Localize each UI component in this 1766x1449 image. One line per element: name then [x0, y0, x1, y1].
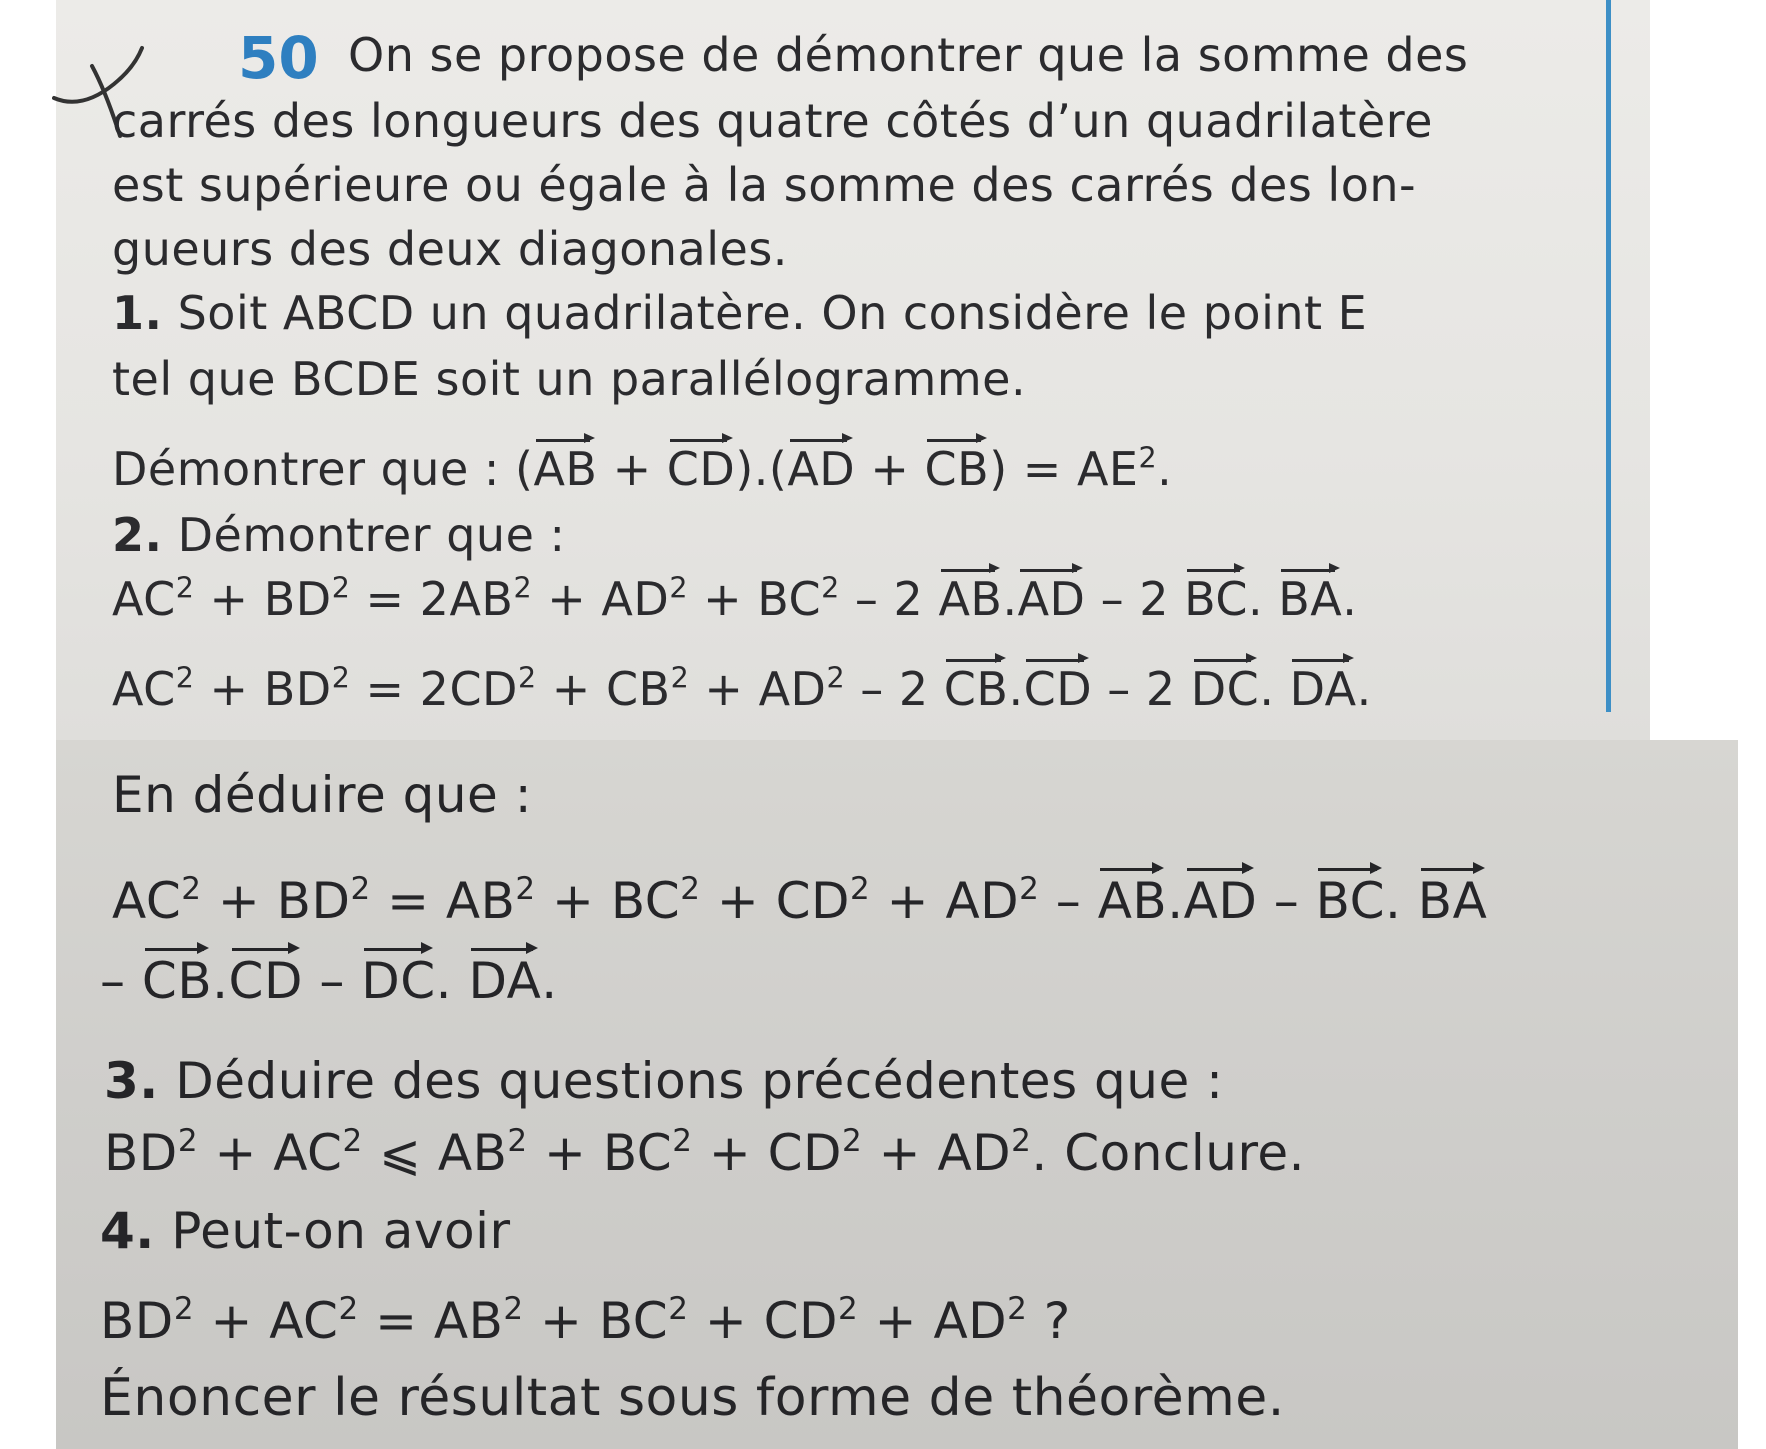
- vector: BC: [1184, 572, 1248, 626]
- exponent: 2: [668, 1290, 689, 1327]
- vector: DC: [1190, 662, 1260, 716]
- exponent: 2: [331, 661, 351, 695]
- term: 2CD: [419, 662, 518, 716]
- term: AC: [112, 662, 176, 716]
- exponent: 2: [680, 870, 701, 907]
- vector-cb: CB: [924, 442, 990, 496]
- q1-line-1: [112, 286, 1368, 340]
- q1-equation: Démontrer que : $(AB + CD).(AD + CB) = AE^2$.: [112, 441, 1173, 496]
- q3-line-1: [104, 1052, 1224, 1110]
- q3-inequality: $BD^2 + AC^2$ ⩽ $AB^2 + BC^2 + CD^2 + AD^2$. Conclure.: [104, 1122, 1306, 1182]
- exponent: 2: [850, 870, 871, 907]
- term: AC: [269, 1292, 339, 1350]
- q1-number: 1.: [112, 286, 163, 340]
- exponent: 2: [503, 1290, 524, 1327]
- intro-line-4: gueurs des deux diagonales.: [112, 222, 788, 276]
- exponent: 2: [342, 1122, 363, 1159]
- q3-end: . Conclure.: [1031, 1124, 1306, 1182]
- term: AC: [273, 1124, 343, 1182]
- term: AC: [112, 872, 182, 930]
- vector: CD: [228, 952, 303, 1010]
- vector: DA: [468, 952, 542, 1010]
- vector: AB: [938, 572, 1003, 626]
- term: CD: [767, 1124, 843, 1182]
- vector: CB: [943, 662, 1009, 716]
- term: CD: [775, 872, 851, 930]
- exponent: 2: [1011, 1122, 1032, 1159]
- term: AD: [933, 1292, 1008, 1350]
- q2-deduce: En déduire que :: [112, 766, 533, 824]
- q4-number: 4.: [100, 1202, 155, 1260]
- term: AB: [445, 872, 516, 930]
- exponent: 2: [181, 870, 202, 907]
- term: BD: [276, 872, 351, 930]
- q2-equation-1: $AC^2 + BD^2 = 2AB^2 + AD^2 + BC^2 - 2$ AB.AD – 2 BC. BA.: [112, 571, 1358, 626]
- term: CD: [763, 1292, 839, 1350]
- exercise-number: 50: [238, 24, 319, 92]
- term: BC: [602, 1124, 673, 1182]
- term: BD: [104, 1124, 178, 1182]
- q2-prompt: Démontrer que :: [177, 508, 566, 562]
- exponent: 2: [517, 661, 537, 695]
- term: AD: [945, 872, 1020, 930]
- q3-number: 3.: [104, 1052, 159, 1110]
- term: BD: [263, 572, 332, 626]
- vector: DA: [1289, 662, 1357, 716]
- q4-end: ?: [1027, 1292, 1071, 1350]
- vector-ad: AD: [787, 442, 856, 496]
- vector: AD: [1183, 872, 1258, 930]
- q4-equation: $BD^2 + AC^2 = AB^2 + BC^2 + CD^2 + AD^2$ ?: [100, 1290, 1071, 1350]
- vector-ab: AB: [533, 442, 598, 496]
- vector: CB: [141, 952, 213, 1010]
- q1-prompt: Démontrer que :: [112, 442, 515, 496]
- term: AC: [112, 572, 176, 626]
- vector: CD: [1023, 662, 1093, 716]
- q2-equation-3-cont: – CB.CD – DC. DA.: [100, 952, 558, 1010]
- exponent: 2: [1138, 441, 1158, 475]
- intro-line-1: On se propose de démontrer que la somme des: [348, 28, 1469, 82]
- exponent: 2: [821, 571, 840, 605]
- exponent: 2: [669, 571, 688, 605]
- exponent: 2: [338, 1290, 359, 1327]
- exponent: 2: [672, 1122, 693, 1159]
- q1-text-1: Soit ABCD un quadrilatère. On considère le point E: [177, 286, 1368, 340]
- term: BC: [757, 572, 822, 626]
- q4-final: Énoncer le résultat sous forme de théorème.: [100, 1368, 1285, 1428]
- term: BD: [100, 1292, 174, 1350]
- q2-number: 2.: [112, 508, 163, 562]
- vector: AD: [1017, 572, 1086, 626]
- term: AB: [433, 1292, 504, 1350]
- q4-text: Peut-on avoir: [171, 1202, 511, 1260]
- intro-line-2: carrés des longueurs des quatre côtés d’un quadrilatère: [112, 94, 1433, 148]
- exponent: 2: [175, 571, 195, 605]
- term: AB: [437, 1124, 508, 1182]
- q4-line-1: [100, 1202, 511, 1260]
- exponent: 2: [515, 870, 536, 907]
- exponent: 2: [842, 1122, 863, 1159]
- vector-cd: CD: [666, 442, 736, 496]
- q3-text: Déduire des questions précédentes que :: [175, 1052, 1224, 1110]
- term: BC: [598, 1292, 669, 1350]
- exponent: 2: [177, 1122, 199, 1159]
- term: 2AB: [419, 572, 514, 626]
- intro-line-3: est supérieure ou égale à la somme des carrés des lon-: [112, 158, 1417, 212]
- term: BD: [263, 662, 332, 716]
- term: CB: [605, 662, 671, 716]
- term: BC: [610, 872, 681, 930]
- exponent: 2: [838, 1290, 859, 1327]
- margin-rule: [1606, 0, 1611, 712]
- exponent: 2: [175, 661, 195, 695]
- exponent: 2: [331, 571, 351, 605]
- q1-rhs: AE: [1076, 442, 1139, 496]
- q1-line-2: tel que BCDE soit un parallélogramme.: [112, 352, 1027, 406]
- exponent: 2: [507, 1122, 528, 1159]
- vector: DC: [361, 952, 436, 1010]
- exponent: 2: [1019, 870, 1040, 907]
- exponent: 2: [826, 661, 846, 695]
- exponent: 2: [670, 661, 690, 695]
- exponent: 2: [1007, 1290, 1028, 1327]
- term: AD: [758, 662, 827, 716]
- exponent: 2: [173, 1290, 195, 1327]
- vector: AB: [1097, 872, 1168, 930]
- q2-equation-2: $AC^2 + BD^2 = 2CD^2 + CB^2 + AD^2 - 2$ CB.CD – 2 DC. DA.: [112, 661, 1372, 716]
- exponent: 2: [513, 571, 533, 605]
- q2-equation-3: $AC^2 + BD^2 = AB^2 + BC^2 + CD^2 + AD^2 - AB.AD$ – BC. BA: [112, 870, 1488, 930]
- vector: BA: [1417, 872, 1488, 930]
- term: AD: [601, 572, 670, 626]
- term: AD: [937, 1124, 1012, 1182]
- q2-line-1: [112, 508, 566, 562]
- exponent: 2: [350, 870, 371, 907]
- vector: BC: [1315, 872, 1385, 930]
- vector: BA: [1278, 572, 1343, 626]
